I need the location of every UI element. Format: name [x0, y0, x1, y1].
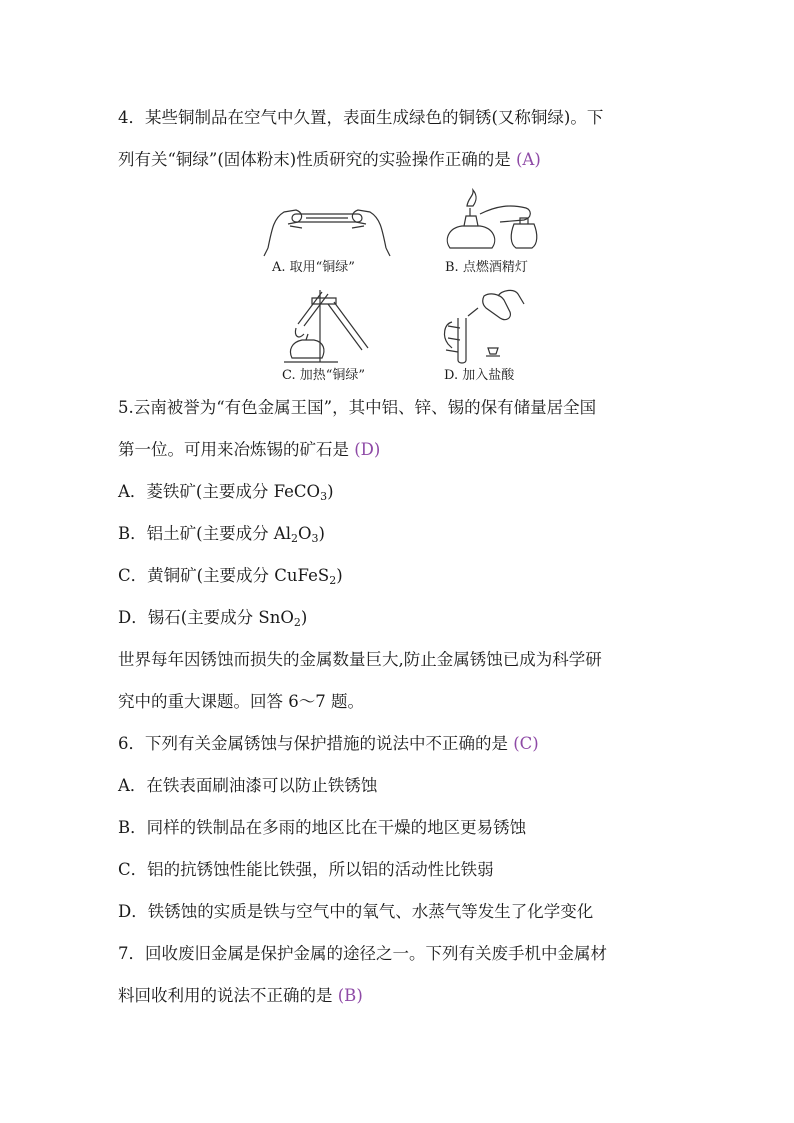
q6-option-a: A．在铁表面刷油漆可以防止铁锈蚀	[118, 776, 378, 795]
figure-b-drawing	[440, 190, 560, 260]
q7-stem-line2	[118, 986, 363, 1006]
figure-d	[438, 288, 548, 386]
intro-line1: 世界每年因锈蚀而损失的金属数量巨大,防止金属锈蚀已成为科学研	[118, 650, 602, 669]
q5-answer: (D)	[354, 440, 381, 459]
q5-option-d: D．锡石(主要成分 SnO$_2$)	[118, 608, 308, 629]
q6-stem-text: 6．下列有关金属锈蚀与保护措施的说法中不正确的是	[118, 734, 508, 753]
q6-option-b: B．同样的铁制品在多雨的地区比在干燥的地区更易锈蚀	[118, 818, 527, 837]
figure-a-caption: A. 取用“铜绿”	[272, 260, 355, 275]
intro-line2: 究中的重大课题。回答 6～7 题。	[118, 692, 364, 711]
figure-b	[440, 190, 560, 278]
figure-c	[278, 288, 398, 386]
figure-b-caption: B. 点燃酒精灯	[445, 260, 528, 275]
q6-option-c: C．铝的抗锈蚀性能比铁强，所以铝的活动性比铁弱	[118, 860, 494, 879]
figure-c-caption: C. 加热“铜绿”	[282, 368, 366, 383]
q7-answer: (B)	[337, 986, 363, 1005]
q6-answer: (C)	[513, 734, 539, 753]
figure-c-drawing	[278, 288, 398, 366]
q5-option-b: B．铝土矿(主要成分 $Al_2O_3$)	[118, 524, 325, 545]
figure-a	[262, 198, 392, 278]
q4-stem-line2	[118, 150, 541, 170]
q4-stem-text: 列有关“铜绿”(固体粉末)性质研究的实验操作正确的是	[118, 150, 511, 169]
q4-stem-line1: 4．某些铜制品在空气中久置，表面生成绿色的铜锈(又称铜绿)。下	[118, 108, 604, 127]
figure-d-drawing	[438, 288, 548, 366]
q5-option-c: C．黄铜矿(主要成分 CuFeS$_2$)	[118, 566, 343, 587]
q5-option-a: A．菱铁矿(主要成分 FeCO$_3$)	[118, 482, 334, 503]
q6-option-d: D．铁锈蚀的实质是铁与空气中的氧气、水蒸气等发生了化学变化	[118, 902, 594, 921]
figure-a-drawing	[262, 198, 392, 258]
q7-stem-text: 料回收利用的说法不正确的是	[118, 986, 333, 1005]
q5-stem-line1: 5.云南被誉为“有色金属王国”，其中铝、锌、锡的保有储量居全国	[118, 398, 597, 417]
figure-d-caption: D. 加入盐酸	[444, 368, 515, 383]
q6-stem	[118, 734, 539, 754]
q5-stem-line2	[118, 440, 380, 460]
q4-answer: (A)	[516, 150, 541, 169]
q7-stem-line1: 7．回收废旧金属是保护金属的途径之一。下列有关废手机中金属材	[118, 944, 607, 963]
q5-stem-text: 第一位。可用来冶炼锡的矿石是	[118, 440, 349, 459]
